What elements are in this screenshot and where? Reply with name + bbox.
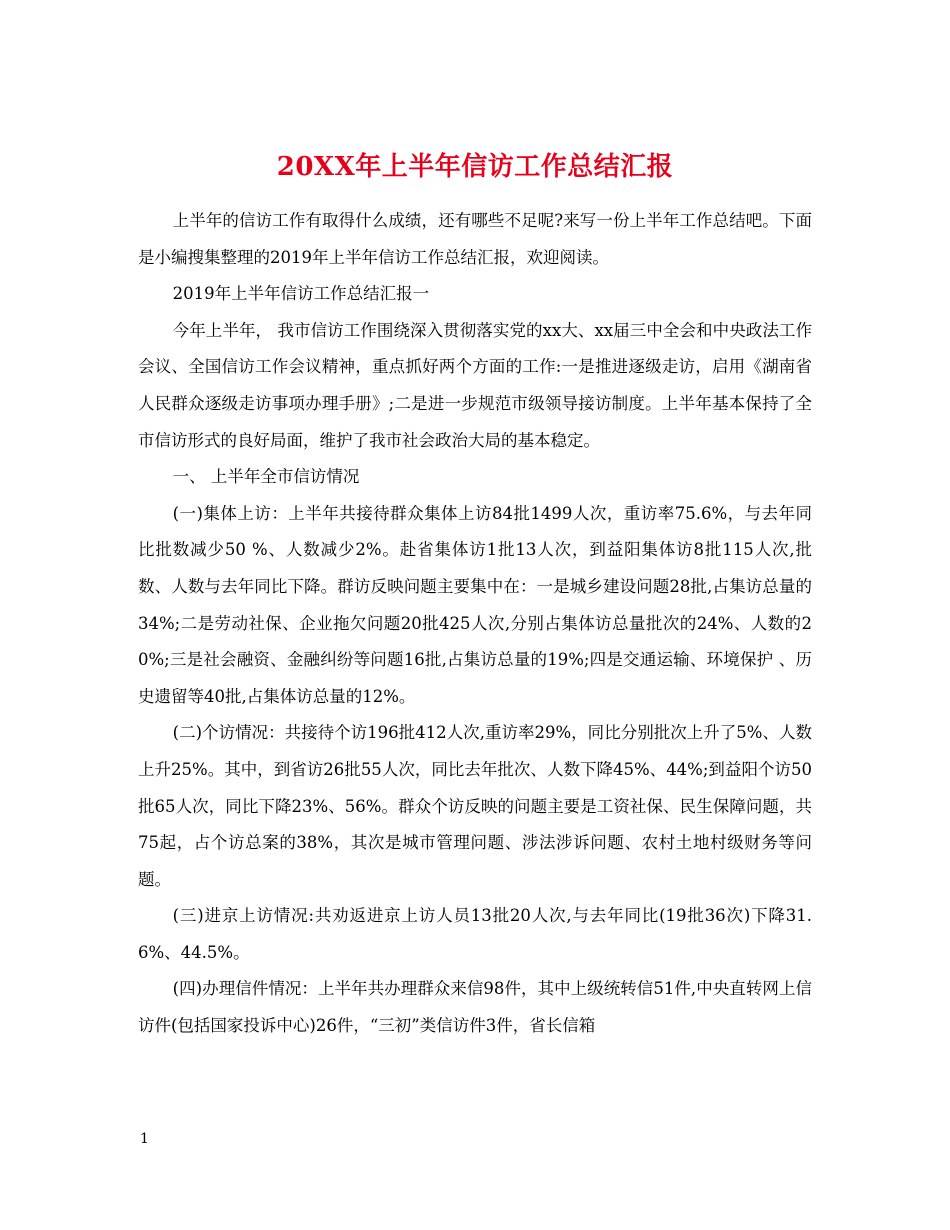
beijing-visits-paragraph: (三)进京上访情况:共劝返进京上访人员13批20人次,与去年同比(19批36次)下降31.6%、44.5%。	[138, 906, 812, 962]
document-body	[138, 203, 812, 1045]
page-number: 1	[140, 1131, 149, 1147]
letters-paragraph: (四)办理信件情况：上半年共办理群众来信98件，其中上级统转信51件,中央直转网上信访件(包括国家投诉中心)26件，“三初”类信访件3件，省长信箱	[138, 979, 812, 1036]
intro-paragraph: 上半年的信访工作有取得什么成绩，还有哪些不足呢?来写一份上半年工作总结吧。下面是小编搜集整理的2019年上半年信访工作总结汇报，欢迎阅读。	[138, 211, 812, 267]
overview-paragraph: 今年上半年， 我市信访工作围绕深入贯彻落实党的xx大、xx届三中全会和中央政法工作会议、全国信访工作会议精神，重点抓好两个方面的工作:一是推进逐级走访，启用《湖南省人民群众逐级走访事项办理手册》;二是进一步规范市级领导接访制度。上半年基本保持了全市信访形式的良好局面，维护了我市社会政治大局的基本稳定。	[138, 320, 812, 450]
document-title: 20XX年上半年信访工作总结汇报	[276, 152, 674, 183]
report-subtitle: 2019年上半年信访工作总结汇报一	[172, 284, 430, 304]
individual-visits-paragraph: (二)个访情况：共接待个访196批412人次,重访率29%，同比分别批次上升了5%、人数上升25%。其中，到省访26批55人次，同比去年批次、人数下降45%、44%;到益阳个访50批65人次，同比下降23%、56%。群众个访反映的问题主要是工资社保、民生保障问题，共75起，占个访总案的38%，其次是城市管理问题、涉法涉诉问题、农村土地村级财务等问题。	[138, 723, 812, 889]
collective-visits-paragraph: (一)集体上访：上半年共接待群众集体上访84批1499人次，重访率75.6%，与去年同比批数减少50 %、人数减少2%。赴省集体访1批13人次，到益阳集体访8批115人次,批数、人数与去年同比下降。群访反映问题主要集中在：一是城乡建设问题28批,占集访总量的34%;二是劳动社保、企业拖欠问题20批425人次,分别占集体访总量批次的24%、人数的20%;三是社会融资、金融纠纷等问题16批,占集访总量的19%;四是交通运输、环境保护 、历史遗留等40批,占集体访总量的12%。	[138, 503, 812, 706]
section-heading: 一、 上半年全市信访情况	[172, 467, 360, 487]
